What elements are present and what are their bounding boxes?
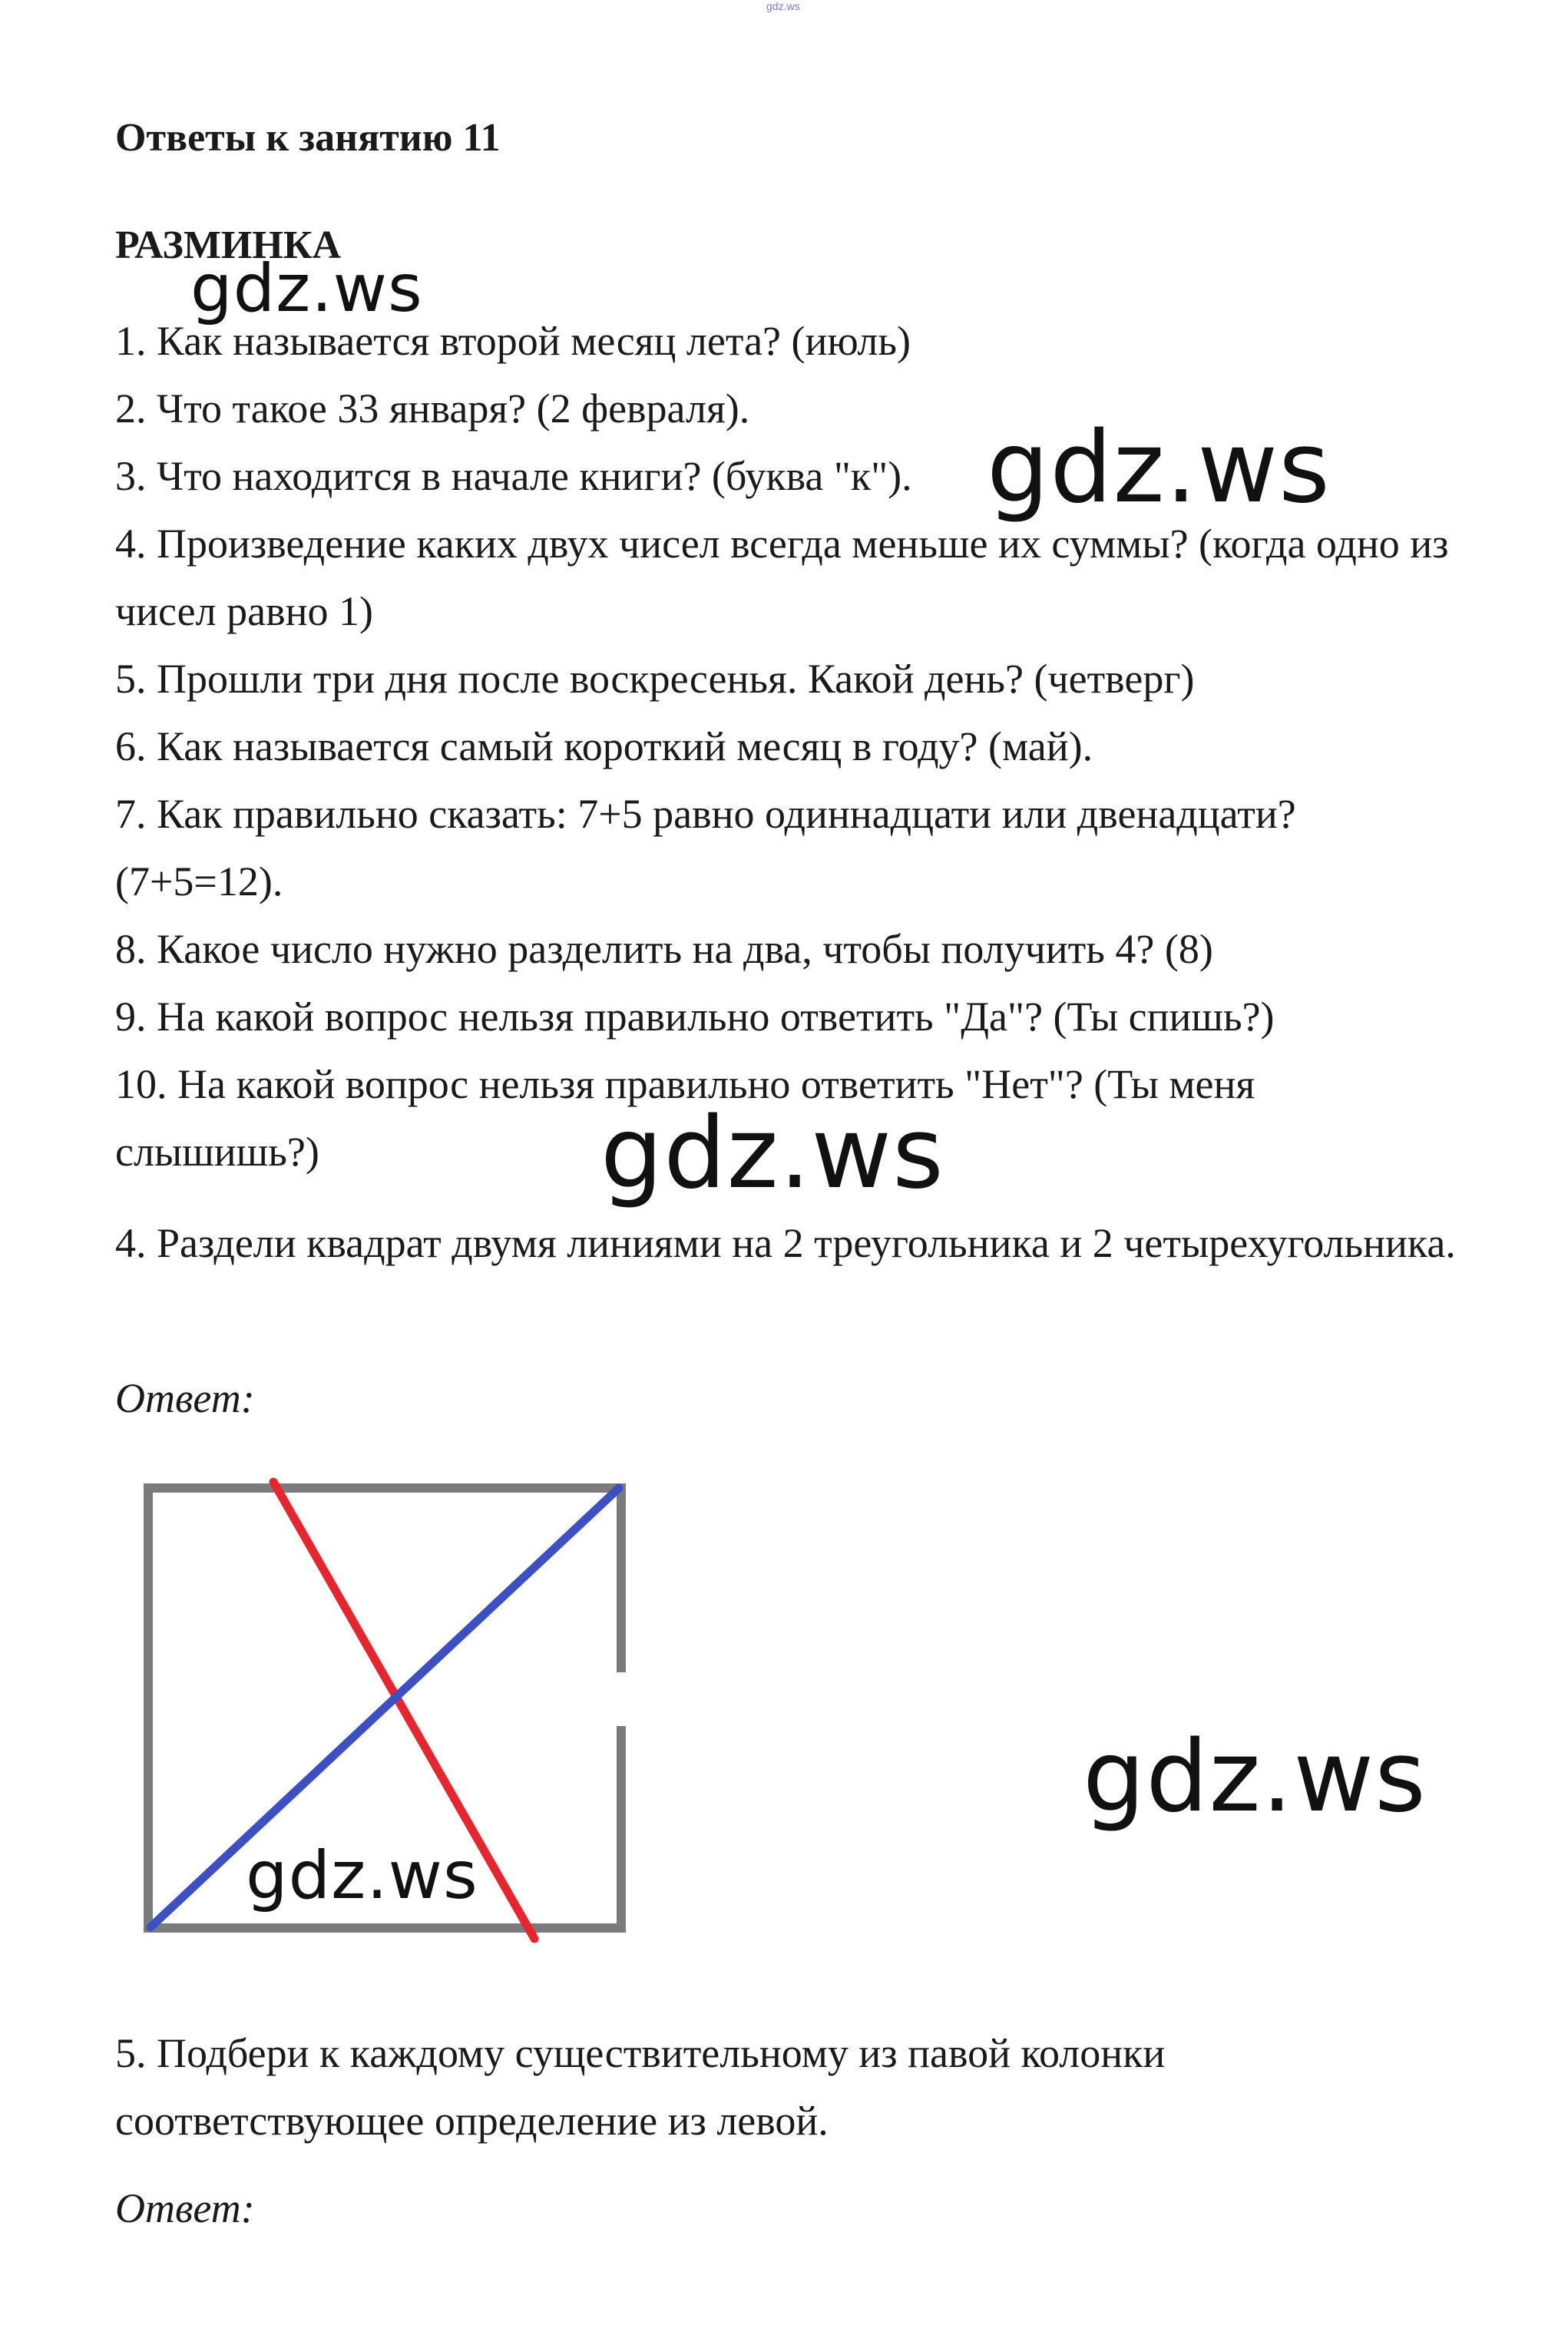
task-4-answer-label: Ответ: bbox=[115, 1375, 255, 1421]
question-item: 3. Что находится в начале книги? (буква "к"). bbox=[115, 453, 912, 499]
task-5-text: 5. Подбери к каждому существительному из павой колонки соответствующее определение из левой. bbox=[115, 2030, 1166, 2144]
top-watermark: gdz.ws bbox=[766, 0, 800, 12]
watermark: gdz.ws bbox=[246, 1837, 478, 1914]
page-title: Ответы к занятию 11 bbox=[115, 116, 501, 160]
task-4-text: 4. Раздели квадрат двумя линиями на 2 треугольника и 2 четырехугольника. bbox=[115, 1220, 1456, 1266]
task-5-answer-label: Ответ: bbox=[115, 2185, 255, 2231]
watermark: gdz.ws bbox=[600, 1096, 944, 1211]
question-item: 8. Какое число нужно разделить на два, чтобы получить 4? (8) bbox=[115, 926, 1213, 972]
question-item: 2. Что такое 33 января? (2 февраля). bbox=[115, 385, 750, 432]
watermark: gdz.ws bbox=[987, 411, 1331, 525]
question-item: 10. На какой вопрос нельзя правильно ответить "Нет"? (Ты меня слышишь?) bbox=[115, 1061, 1255, 1175]
question-item: 7. Как правильно сказать: 7+5 равно одиннадцати или двенадцати? (7+5=12). bbox=[115, 791, 1296, 904]
question-item: 6. Как называется самый короткий месяц в году? (май). bbox=[115, 723, 1093, 769]
watermark: gdz.ws bbox=[1083, 1720, 1427, 1834]
question-item: 5. Прошли три дня после воскресенья. Какой день? (четверг) bbox=[115, 656, 1195, 702]
question-item: 4. Произведение каких двух чисел всегда меньше их суммы? (когда одно из чисел равно 1) bbox=[115, 521, 1449, 634]
question-item: 1. Как называется второй месяц лета? (июль) bbox=[115, 318, 911, 364]
section-heading: РАЗМИНКА bbox=[115, 223, 342, 267]
square-gap bbox=[608, 1672, 631, 1726]
watermark: gdz.ws bbox=[190, 250, 423, 327]
question-item: 9. На какой вопрос нельзя правильно ответить "Да"? (Ты спишь?) bbox=[115, 994, 1275, 1040]
